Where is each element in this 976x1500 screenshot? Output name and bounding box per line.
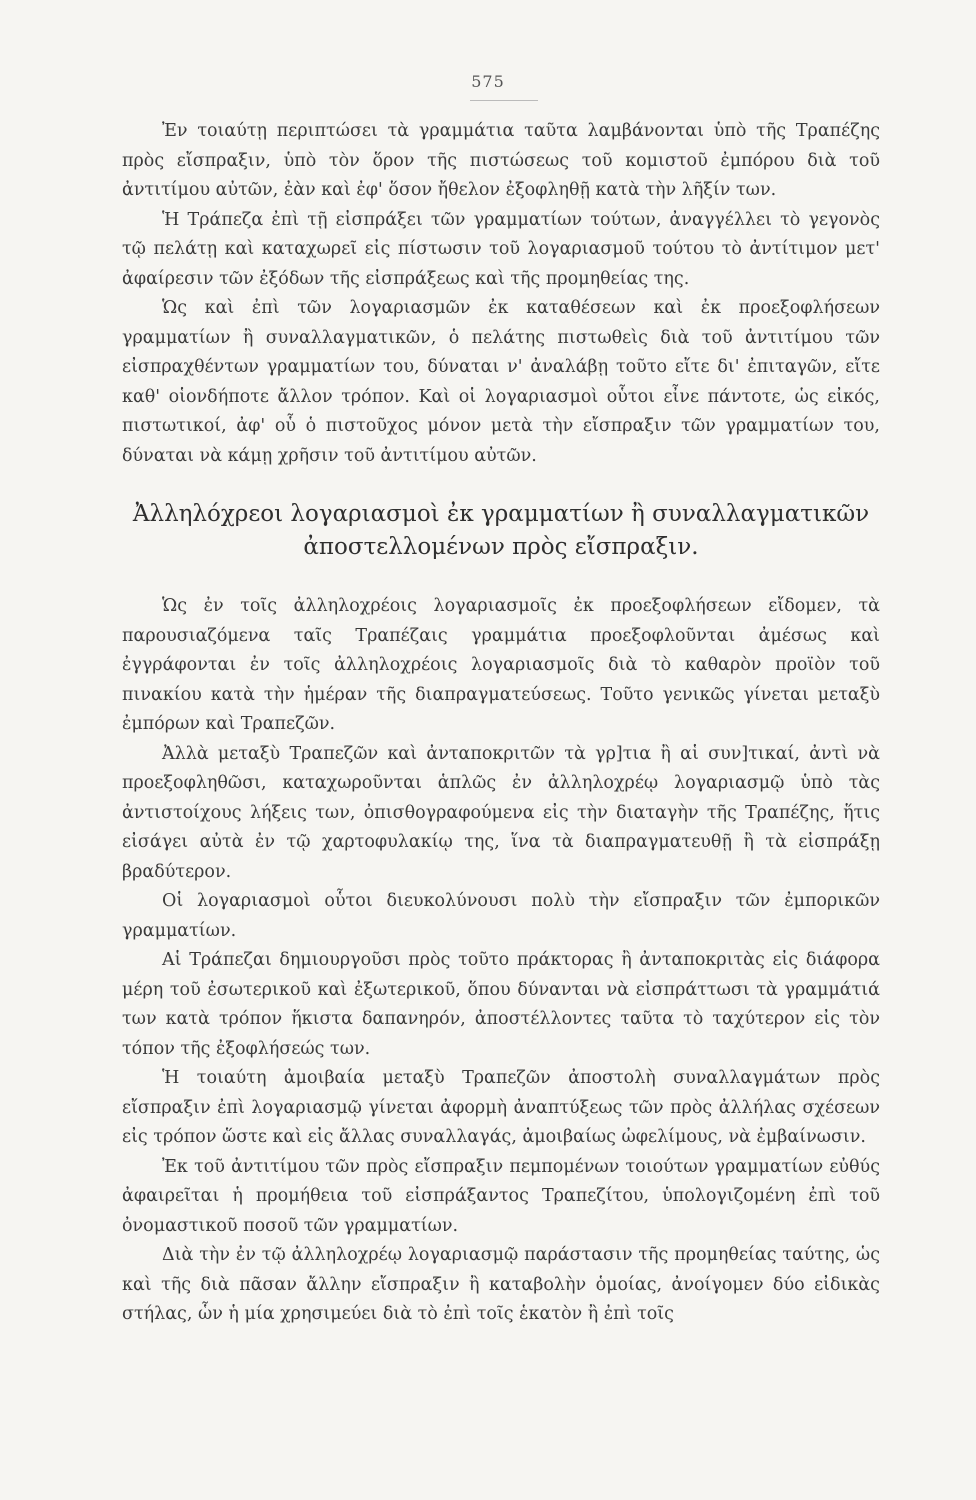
section-heading [122,498,880,564]
paragraph: Ἡ τοιαύτη ἀμοιβαία μεταξὺ Τραπεζῶν ἀποστολὴ συναλλαγμάτων πρὸς εἴσπραξιν ἐπὶ λογαριασμῷ γίνεται ἀφορμὴ ἀναπτύξεως τῶν πρὸς ἀλλήλας σχέσεων εἰς τρόπον ὥστε καὶ εἰς ἄλλας συναλλαγάς, ἀμοιβαίως ὠφελίμους, νὰ ἐμβαίνωσιν. [122,1068,880,1147]
paragraph: Διὰ τὴν ἐν τῷ ἀλληλοχρέῳ λογαριασμῷ παράστασιν τῆς προμηθείας ταύτης, ὡς καὶ τῆς διὰ πᾶσαν ἄλλην εἴσπραξιν ἢ καταβολὴν ὁμοίας, ἀνοίγομεν δύο εἰδικὰς στήλας, ὧν ἡ μία χρησιμεύει διὰ τὸ ἐπὶ τοῖς ἑκατὸν ἢ ἐπὶ τοῖς [122,1245,880,1324]
paragraph: Ἐκ τοῦ ἀντιτίμου τῶν πρὸς εἴσπραξιν πεμπομένων τοιούτων γραμματίων εὐθύς ἀφαιρεῖται ἡ προμήθεια τοῦ εἰσπράξαντος Τραπεζίτου, ὑπολογιζομένη ἐπὶ τοῦ ὀνομαστικοῦ ποσοῦ τῶν γραμματίων. [122,1156,880,1236]
paragraph: Ὡς καὶ ἐπὶ τῶν λογαριασμῶν ἐκ καταθέσεων καὶ ἐκ προεξοφλήσεων γραμματίων ἢ συναλλαγματικῶν, ὁ πελάτης πιστωθεὶς διὰ τοῦ ἀντιτίμου τῶν εἰσπραχθέντων γραμματίων του, δύναται ν' ἀναλάβῃ τοῦτο εἴτε δι' ἐπιταγῶν, εἴτε καθ' οἱονδήποτε ἄλλον τρόπον. Καὶ οἱ λογαριασμοὶ οὗτοι εἶνε πάντοτε, ὡς εἰκός, πιστωτικοί, ἀφ' οὗ ὁ πιστοῦχος μόνον μετὰ τὴν εἴσπραξιν τῶν γραμματίων του, δύναται νὰ κάμῃ χρῆσιν τοῦ ἀντιτίμου αὐτῶν. [122,298,880,466]
section-body [122,592,880,1330]
paragraph: Ἀλλὰ μεταξὺ Τραπεζῶν καὶ ἀνταποκριτῶν τὰ γρ]τια ἢ αἱ συν]τικαί, ἀντὶ νὰ προεξοφληθῶσι, καταχωροῦνται ἁπλῶς ἐν ἀλληλοχρέῳ λογαριασμῷ ὑπὸ τὰς ἀντιστοίχους λήξεις των, ὀπισθογραφούμενα εἰς τὴν διαταγὴν τῆς Τραπέζης, ἥτις εἰσάγει αὐτὰ ἐν τῷ χαρτοφυλακίῳ της, ἵνα τὰ διαπραγματευθῇ ἢ τὰ εἰσπράξῃ βραδύτερον. [122,743,880,882]
section-heading-line: ἀποστελλομένων πρὸς εἴσπραξιν. [303,534,699,560]
section-intro [122,117,880,471]
header-rule [470,100,538,101]
section-heading-line: Ἀλληλόχρεοι λογαριασμοὶ ἐκ γραμματίων ἢ συναλλαγματικῶν [132,501,870,527]
paragraph: Ἡ Τράπεζα ἐπὶ τῇ εἰσπράξει τῶν γραμματίων τούτων, ἀναγγέλλει τὸ γεγονὸς τῷ πελάτῃ καὶ καταχωρεῖ εἰς πίστωσιν τοῦ λογαριασμοῦ τούτου τὸ ἀντίτιμον μετ' ἀφαίρεσιν τῶν ἐξόδων τῆς εἰσπράξεως καὶ τῆς προμηθείας της. [122,209,880,289]
paragraph: Ὡς ἐν τοῖς ἀλληλοχρέοις λογαριασμοῖς ἐκ προεξοφλήσεων εἴδομεν, τὰ παρουσιαζόμενα ταῖς Τραπέζαις γραμμάτια προεξοφλοῦνται ἀμέσως καὶ ἐγγράφονται ἐν τοῖς ἀλληλοχρέοις λογαριασμοῖς διὰ τὸ καθαρὸν προϊὸν τοῦ πινακίου κατὰ τὴν ἡμέραν τῆς διαπραγματεύσεως. Τοῦτο γενικῶς γίνεται μεταξὺ ἐμπόρων καὶ Τραπεζῶν. [122,596,880,734]
paragraph: Οἱ λογαριασμοὶ οὗτοι διευκολύνουσι πολὺ τὴν εἴσπραξιν τῶν ἐμπορικῶν γραμματίων. [122,891,880,941]
paragraph: Ἐν τοιαύτῃ περιπτώσει τὰ γραμμάτια ταῦτα λαμβάνονται ὑπὸ τῆς Τραπέζης πρὸς εἴσπραξιν, ὑπὸ τὸν ὅρον τῆς πιστώσεως τοῦ κομιστοῦ ἐμπόρου διὰ τοῦ ἀντιτίμου αὐτῶν, ἐὰν καὶ ἐφ' ὅσον ἤθελον ἐξοφληθῇ κατὰ τὴν λῆξίν των. [122,121,880,200]
page-number: 575 [471,72,505,91]
paragraph: Αἱ Τράπεζαι δημιουργοῦσι πρὸς τοῦτο πράκτορας ἢ ἀνταποκριτὰς εἰς διάφορα μέρη τοῦ ἐσωτερικοῦ καὶ ἐξωτερικοῦ, ὅπου δύνανται νὰ εἰσπράττωσι τὰ γραμμάτιά των κατὰ τρόπον ἥκιστα δαπανηρόν, ἀποστέλλοντες ταῦτα τὸ ταχύτερον εἰς τὸν τόπον τῆς ἐξοφλήσεώς των. [122,950,880,1059]
